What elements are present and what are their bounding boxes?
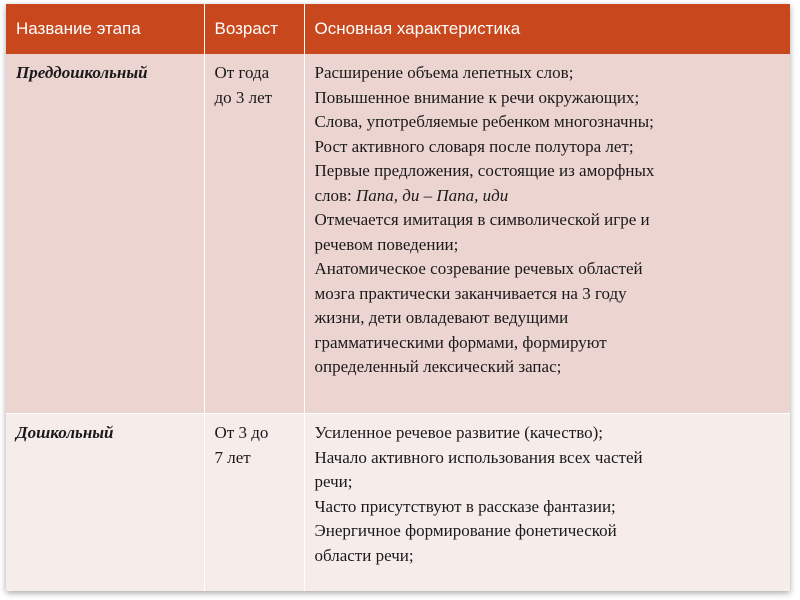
characteristic-line: Повышенное внимание к речи окружающих;	[314, 87, 640, 107]
example-line	[315, 184, 783, 209]
characteristic-cell	[304, 414, 790, 592]
characteristic-line: Часто присутствуют в рассказе фантазии;	[314, 496, 616, 516]
characteristic-line: Отмечается имитация в символической игре и	[314, 210, 650, 229]
characteristic-line: речи;	[314, 472, 353, 491]
characteristic-line: Первые предложения, состоящие из аморфных	[314, 161, 655, 180]
characteristic-line: мозга практически заканчивается на 3 году	[314, 283, 627, 303]
age-line: От года	[214, 63, 270, 82]
age-line: до 3 лет	[214, 87, 273, 107]
age-line: 7 лет	[214, 447, 251, 467]
characteristic-line: Энергичное формирование фонетической	[314, 521, 617, 540]
characteristic-line: Рост активного словаря после полутора лет;	[314, 136, 634, 156]
stages-table	[6, 4, 790, 591]
stage-name: Дошкольный	[16, 423, 114, 442]
characteristic-line: Слова, употребляемые ребенком многозначны;	[314, 112, 654, 131]
age-cell	[204, 414, 304, 592]
example-prefix: слов:	[314, 185, 357, 205]
stage-name: Преддошкольный	[16, 63, 148, 82]
characteristic-line: определенный лексический запас;	[314, 357, 562, 376]
table-row	[6, 414, 790, 592]
example-phrase: Папа, ди – Папа, иди	[356, 185, 509, 205]
age-cell	[204, 54, 304, 414]
table-header-row	[6, 4, 790, 54]
characteristic-line: Расширение объема лепетных слов;	[314, 63, 574, 82]
header-stage-name: Название этапа	[6, 4, 204, 54]
characteristic-cell	[304, 54, 790, 414]
characteristic-line: Анатомическое созревание речевых областей	[314, 259, 643, 278]
stage-cell	[6, 54, 204, 414]
header-characteristic: Основная характеристика	[304, 4, 790, 54]
age-line: От 3 до	[214, 423, 269, 442]
characteristic-line: области речи;	[314, 545, 414, 565]
table-row	[6, 54, 790, 414]
header-age: Возраст	[204, 4, 304, 54]
stage-cell	[6, 414, 204, 592]
characteristic-line: грамматическими формами, формируют	[314, 332, 607, 352]
characteristic-line: Усиленное речевое развитие (качество);	[314, 423, 604, 442]
characteristic-line: Начало активного использования всех частей	[314, 447, 643, 467]
characteristic-line: жизни, дети овладевают ведущими	[314, 308, 569, 327]
characteristic-line: речевом поведении;	[314, 234, 459, 254]
